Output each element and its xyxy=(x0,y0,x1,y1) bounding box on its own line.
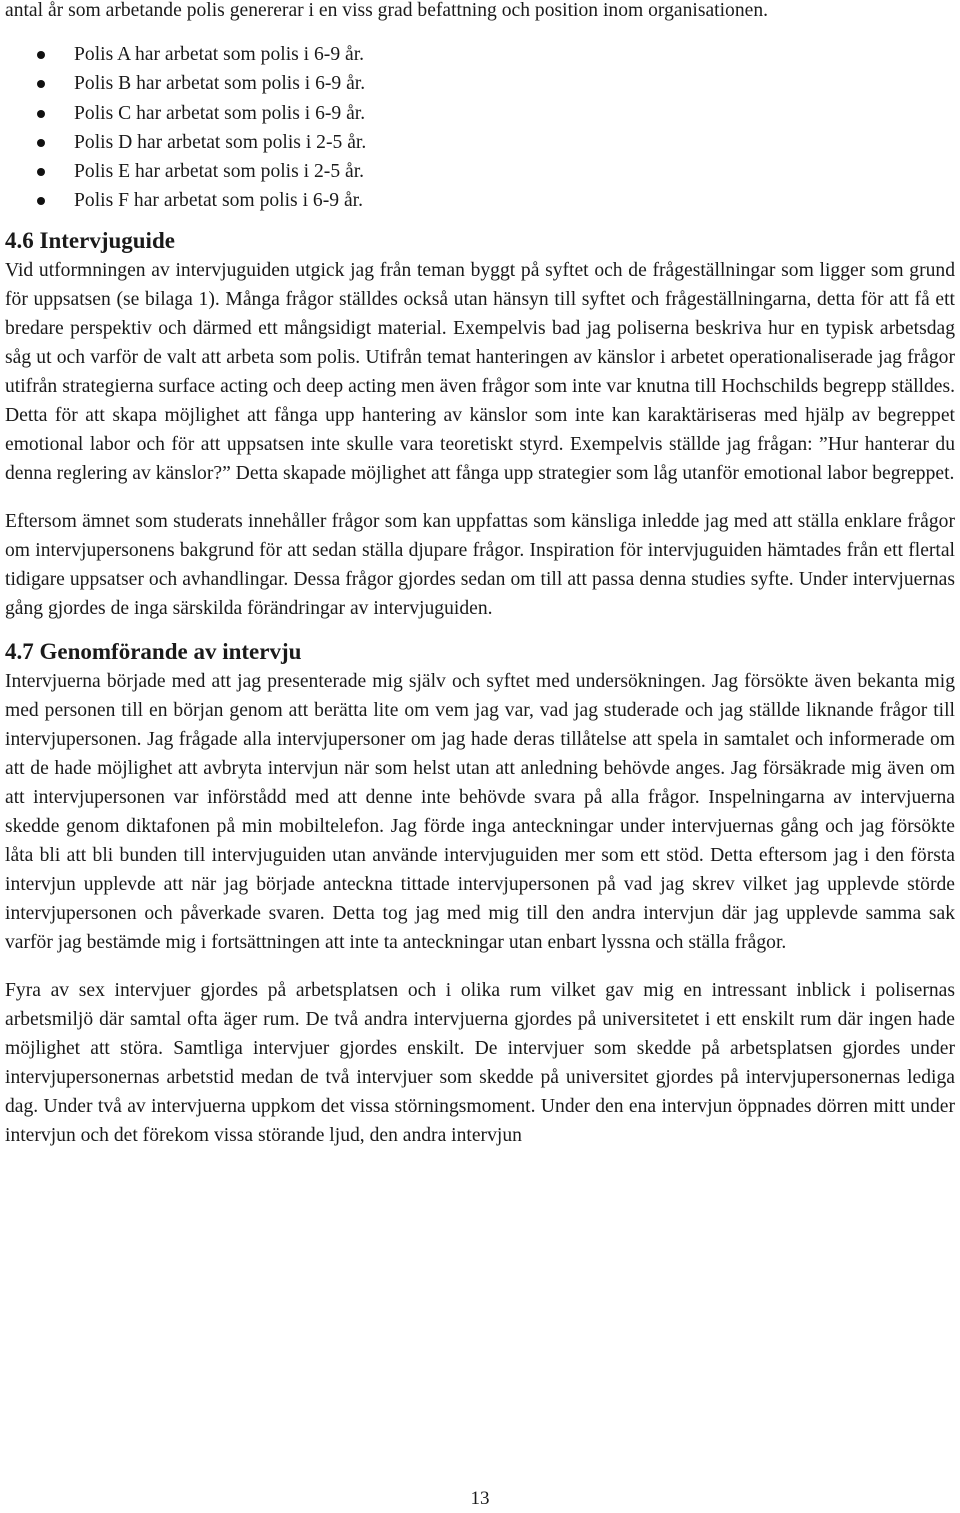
page-number: 13 xyxy=(470,1488,490,1509)
list-item-text: Polis C har arbetat som polis i 6-9 år. xyxy=(74,102,366,124)
bullet-icon xyxy=(37,110,45,118)
bullet-icon xyxy=(37,139,45,147)
list-item xyxy=(5,40,955,69)
bullet-icon xyxy=(37,197,45,205)
bullet-icon xyxy=(37,51,45,59)
list-item-text: Polis B har arbetat som polis i 6-9 år. xyxy=(74,73,366,95)
list-item-text: Polis F har arbetat som polis i 6-9 år. xyxy=(74,190,363,212)
body-paragraph: Eftersom ämnet som studerats innehåller frågor som kan uppfattas som känsliga inledde jag med att ställa enklare frågor om intervjupersonens bakgrund för att sedan ställa djupare frågor. Inspiration för intervjuguiden hämtades från ett flertal tidigare uppsatser och avhandlingar. Dessa frågor gjordes sedan om till att passa denna studies syfte. Under intervjuernas gång gjordes de inga särskilda förändringar av intervjuguiden. xyxy=(5,510,955,619)
list-item-text: Polis E har arbetat som polis i 2-5 år. xyxy=(74,161,365,183)
list-item xyxy=(5,157,955,186)
body-paragraph: Fyra av sex intervjuer gjordes på arbetsplatsen och i olika rum vilket gav mig en intressant inblick i polisernas arbetsmiljö där samtal ofta äger rum. De två andra intervjuerna gjordes på universitetet i ett enskilt rum där ingen hade möjlighet att störa. Samtliga intervjuer gjordes enskilt. De intervjuer som skedde på arbetsplatsen gjordes under intervjupersonernas arbetstid medan de två intervjuer som skedde på universitet gjordes på intervjupersonernas lediga dag. Under två av intervjuerna uppkom det vissa störningsmoment. Under den ena intervjun öppnades dörren mitt under intervjun och det förekom vissa störande ljud, den andra intervjun xyxy=(5,979,955,1146)
list-item xyxy=(5,186,955,215)
section-heading-genomforande: 4.7 Genomförande av intervju xyxy=(5,638,302,664)
section-heading-intervjuguide: 4.6 Intervjuguide xyxy=(5,227,175,253)
list-item xyxy=(5,69,955,98)
document-page xyxy=(5,0,955,1150)
intro-paragraph: antal år som arbetande polis genererar i en viss grad befattning och position inom organisationen. xyxy=(5,0,769,21)
list-item xyxy=(5,99,955,128)
body-paragraph: Intervjuerna började med att jag presenterade mig själv och syftet med undersökningen. Jag försökte även bekanta mig med personen till en början genom att berätta lite om vem jag var, vad jag studerade och jag ställde liknande frågor till intervjupersonen. Jag frågade alla intervjupersoner om jag hade deras tillåtelse att spela in samtalet och informerade om att de hade möjlighet att avbryta intervjun när som helst utan att anledning behövde anges. Jag försäkrade mig även om att intervjupersonen var införstådd med att denne inte behövde svara på alla frågor. Inspelningarna av intervjuerna skedde genom diktafonen på min mobiltelefon. Jag förde inga anteckningar under intervjuernas gång och jag försökte låta bli att bli bunden till intervjuguiden utan använde intervjuguiden mer som ett stöd. Detta eftersom jag i den första intervjun upplevde att när jag började anteckna tittade intervjupersonen på vad jag skrev vilket jag upplevde störde intervjupersonen och påverkade svaren. Detta tog jag med mig till den andra intervjun där jag upplevde samma sak varför jag bestämde mig i fortsättningen att inte ta anteckningar utan enbart lyssna och ställa frågor. xyxy=(5,670,955,953)
bullet-icon xyxy=(37,80,45,88)
police-experience-list xyxy=(5,40,955,216)
list-item xyxy=(5,128,955,157)
list-item-text: Polis A har arbetat som polis i 6-9 år. xyxy=(74,44,365,65)
body-paragraph: Vid utformningen av intervjuguiden utgick jag från teman byggt på syftet och de frågeställningar som ligger som grund för uppsatsen (se bilaga 1). Många frågor ställdes också utan hänsyn till syftet och frågeställningarna, detta för att få ett bredare perspektiv och därmed ett mångsidigt material. Exempelvis bad jag poliserna beskriva hur en typisk arbetsdag såg ut och varför de valt att arbeta som polis. Utifrån temat hanteringen av känslor i arbetet operationaliserade jag frågor utifrån strategierna surface acting och deep acting men även frågor som inte var knutna till Hochschilds begrepp ställdes. Detta för att skapa möjlighet att fånga upp hantering av känslor som inte kan karaktäriseras med hjälp av begreppet emotional labor och för att uppsatsen inte skulle vara teoretiskt styrd. Exempelvis ställde jag frågan: ”Hur hanterar du denna reglering av känslor?” Detta skapade möjlighet att fånga upp strategier som låg utanför emotional labor begreppet. xyxy=(5,259,955,484)
bullet-icon xyxy=(37,168,45,176)
list-item-text: Polis D har arbetat som polis i 2-5 år. xyxy=(74,131,367,153)
